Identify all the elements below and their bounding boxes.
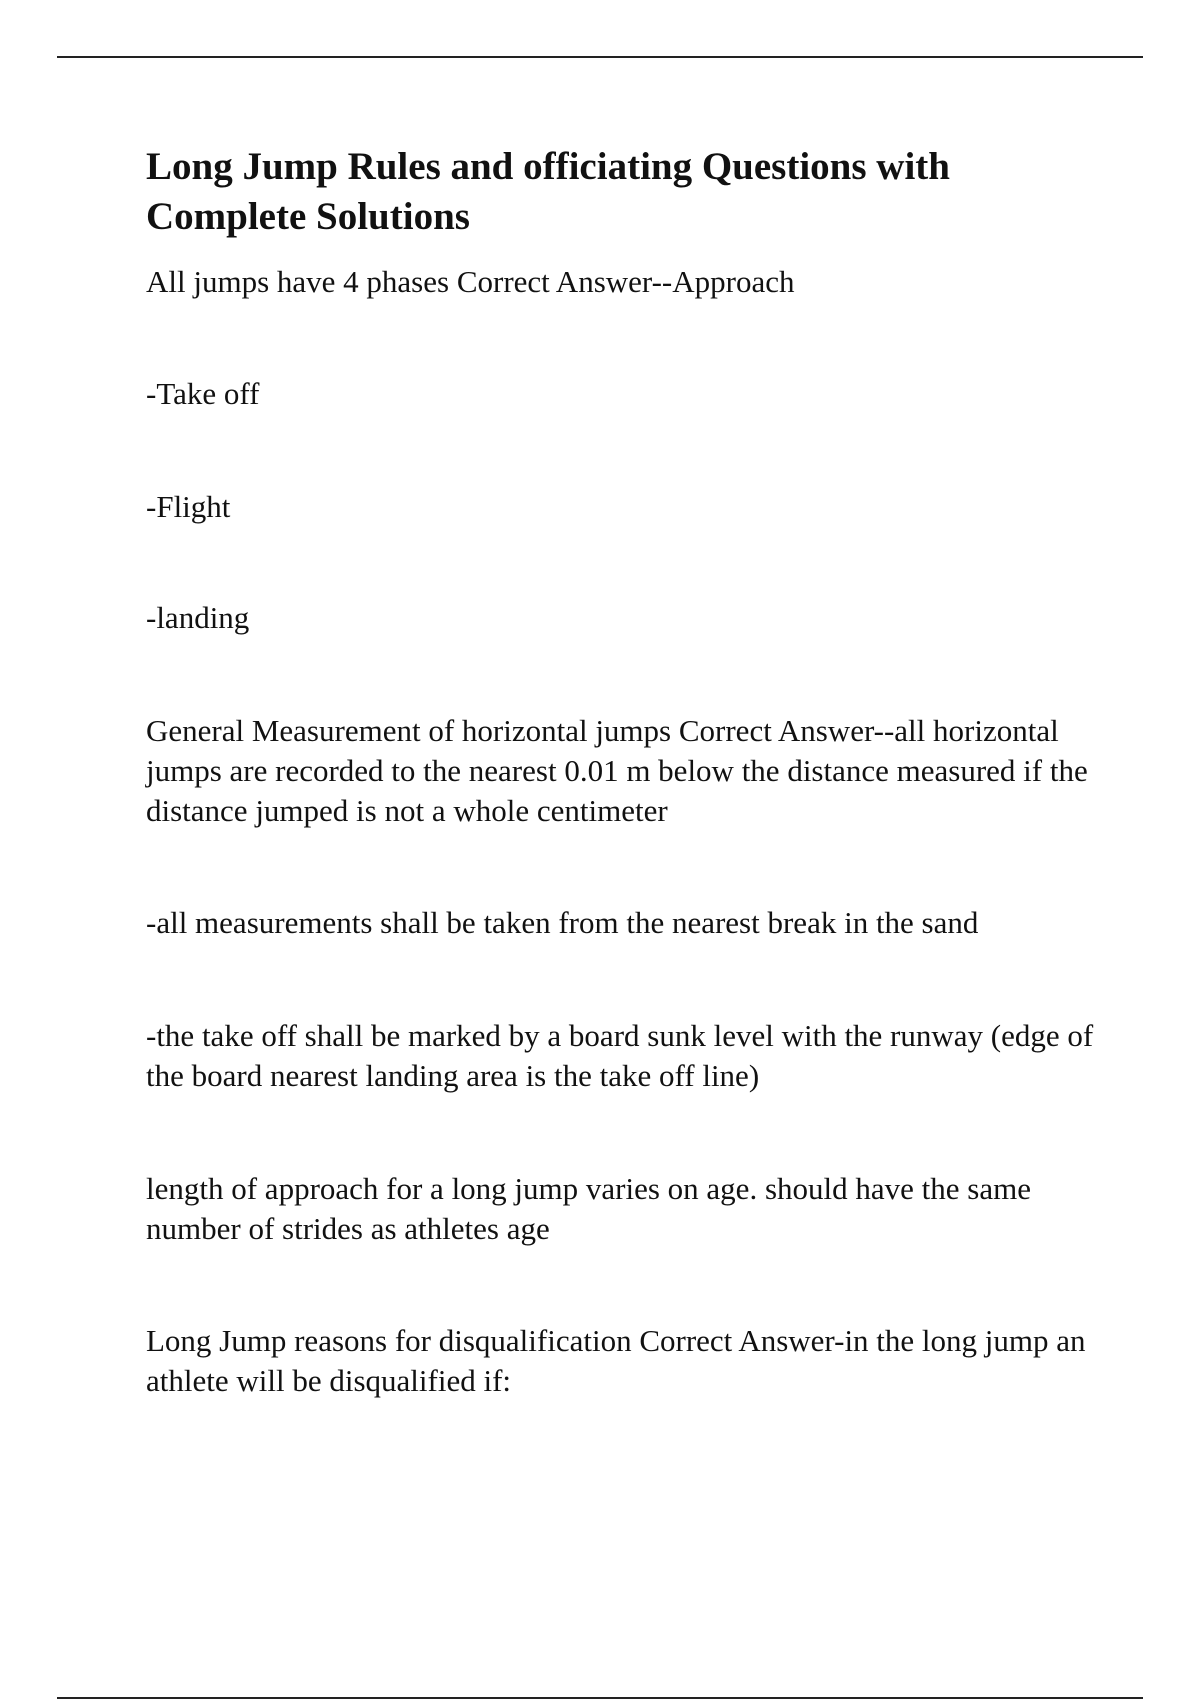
paragraph-take-off: -Take off xyxy=(146,376,260,411)
paragraph-nearest-break: -all measurements shall be taken from the nearest break in the sand xyxy=(146,905,979,940)
bottom-divider xyxy=(57,1697,1143,1699)
paragraph-phases: All jumps have 4 phases Correct Answer--Approach xyxy=(146,264,795,299)
document-title: Long Jump Rules and officiating Questions with Complete Solutions xyxy=(146,145,950,238)
paragraph-approach-length: length of approach for a long jump varies on age. should have the same number of strides as athletes age xyxy=(146,1171,1031,1246)
paragraph-flight: -Flight xyxy=(146,489,231,524)
paragraph-landing: -landing xyxy=(146,600,250,635)
top-divider xyxy=(57,56,1143,58)
paragraph-take-off-board: -the take off shall be marked by a board sunk level with the runway (edge of the board nearest landing area is the take off line) xyxy=(146,1018,1094,1093)
paragraph-disqualification: Long Jump reasons for disqualification Correct Answer-in the long jump an athlete will be disqualified if: xyxy=(146,1323,1086,1398)
paragraph-general-measurement: General Measurement of horizontal jumps Correct Answer--all horizontal jumps are recorded to the nearest 0.01 m below the distance measured if the distance jumped is not a whole centimeter xyxy=(146,713,1088,828)
